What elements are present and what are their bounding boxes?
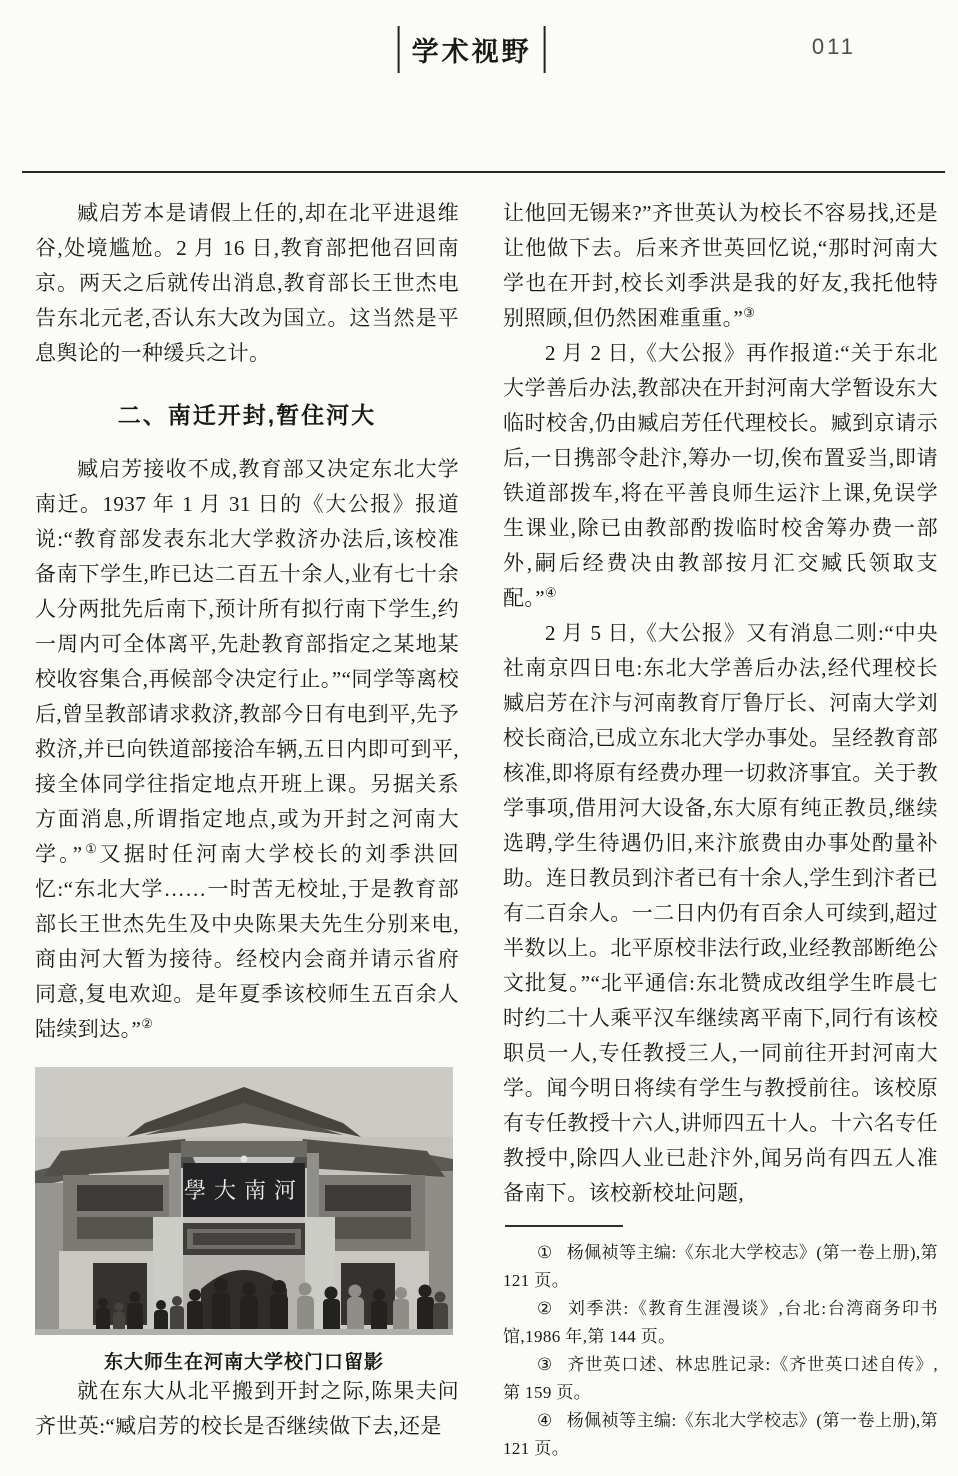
- right-column: [503, 196, 938, 1463]
- paragraph-1: 臧启芳本是请假上任的,却在北平进退维谷,处境尴尬。2 月 16 日,教育部把他召回南京。两天之后就传出消息,教育部长王世杰电告东北元老,否认东大改为国立。这当然是平息舆论的一种缓兵之计。: [35, 201, 459, 365]
- paragraph-4: [503, 196, 938, 336]
- paragraph-4-text: 让他回无锡来?”齐世英认为校长不容易找,还是让他做下去。后来齐世英回忆说,“那时河南大学也在开封,校长刘季洪是我的好友,我托他特别照顾,但仍然困难重重。”: [503, 201, 938, 330]
- footnote-marker-1: ①: [537, 1243, 553, 1262]
- footnote-item-4: [503, 1407, 938, 1463]
- paragraph-2-text-2: 又据时任河南大学校长的刘季洪回忆:“东北大学……一时苦无校址,于是教育部部长王世杰先生及中央陈果夫先生分别来电,商由河大暂为接待。经校内会商并请示省府同意,复电欢迎。是年夏季该校师生五百余人陆续到达。”: [35, 842, 459, 1041]
- footnote-text-3: 齐世英口述、林忠胜记录:《齐世英口述自传》,第 159 页。: [503, 1355, 938, 1402]
- header-divider: [22, 171, 945, 173]
- gate-sign-text: 學大南河: [183, 1178, 305, 1203]
- footnote-ref-3: ③: [743, 305, 755, 320]
- paragraph-2: [35, 452, 459, 1047]
- footnote-ref-1: ①: [82, 841, 100, 856]
- footnotes-block: [503, 1225, 938, 1463]
- text-columns: [35, 196, 938, 1463]
- paragraph-5-text: 2 月 2 日,《大公报》再作报道:“关于东北大学善后办法,教部决在开封河南大学暂设东大临时校舍,仍由臧启芳任代理校长。臧到京请示后,一日携部令赴汴,筹办一切,俟布置妥当,即请铁道部拨车,将在平善良师生运汴上课,免误学生课业,除已由教部酌拨临时校舍筹办费一部外,嗣后经费决由教部按月汇交臧氏领取支配。”: [503, 341, 938, 610]
- historical-photo-figure: [35, 1067, 453, 1374]
- paragraph-2-text-1: 臧启芳接收不成,教育部又决定东北大学南迁。1937 年 1 月 31 日的《大公报》报道说:“教育部发表东北大学救济办法后,该校准备南下学生,昨已达二百五十余人,业有七十余人分两批先后南下,预计所有拟行南下学生,约一周内可全体离平,先赴教育部指定之某地某校收容集合,再候部令决定行止。”“同学等离校后,曾呈教部请求救济,教部今日有电到平,先予救济,并已向铁道部接洽车辆,五日内即可到平,接全体同学往指定地点开班上课。另据关系方面消息,所谓指定地点,或为开封之河南大学。”: [35, 457, 459, 866]
- left-column: [35, 196, 459, 1444]
- footnote-ref-4: ④: [545, 585, 557, 600]
- footnote-text-1: 杨佩祯等主编:《东北大学校志》(第一卷上册),第 121 页。: [503, 1243, 939, 1290]
- page-number: 011: [811, 34, 856, 59]
- footnote-item-1: [503, 1239, 938, 1295]
- footnote-marker-4: ④: [537, 1411, 553, 1430]
- footnote-marker-3: ③: [537, 1355, 554, 1374]
- footnote-text-2: 刘季洪:《教育生涯漫谈》,台北:台湾商务印书馆,1986 年,第 144 页。: [503, 1299, 939, 1346]
- photo-caption: 东大师生在河南大学校门口留影: [103, 1352, 384, 1373]
- footnote-text-4: 杨佩祯等主编:《东北大学校志》(第一卷上册),第 121 页。: [503, 1411, 939, 1458]
- footnote-item-3: [503, 1351, 938, 1407]
- paragraph-5: [503, 336, 938, 616]
- header-section-title: 学术视野: [398, 26, 546, 73]
- footnote-ref-2: ②: [141, 1016, 153, 1031]
- historical-photo: [35, 1067, 453, 1335]
- footnote-divider: [505, 1225, 623, 1227]
- paragraph-3: 就在东大从北平搬到开封之际,陈果夫问齐世英:“臧启芳的校长是否继续做下去,还是: [35, 1379, 459, 1438]
- footnote-item-2: [503, 1295, 938, 1351]
- footnote-marker-2: ②: [537, 1299, 554, 1318]
- section-heading: 二、南迁开封,暂住河大: [117, 402, 377, 428]
- paragraph-6: 2 月 5 日,《大公报》又有消息二则:“中央社南京四日电:东北大学善后办法,经代理校长臧启芳在汴与河南教育厅鲁厅长、河南大学刘校长商洽,已成立东北大学办事处。呈经教育部核准,即将原有经费办理一切救济事宜。关于教学事项,借用河大设备,东大原有纯正教员,继续选聘,学生待遇仍旧,来汴旅费由办事处酌量补助。连日教员到汴者已有十余人,学生到汴者已有二百余人。一二日内仍有百余人可续到,超过半数以上。北平原校非法行政,业经教部断绝公文批复。”“北平通信:东北赞成改组学生昨晨七时约二十人乘平汉车继续离平南下,同行有该校职员一人,专任教授三人,一同前往开封河南大学。闻今明日将续有学生与教授前往。该校原有专任教授十六人,讲师四五十人。十六名专任教授中,除四人业已赴汴外,闻另尚有四五人准备南下。该校新校址问题,: [503, 621, 938, 1205]
